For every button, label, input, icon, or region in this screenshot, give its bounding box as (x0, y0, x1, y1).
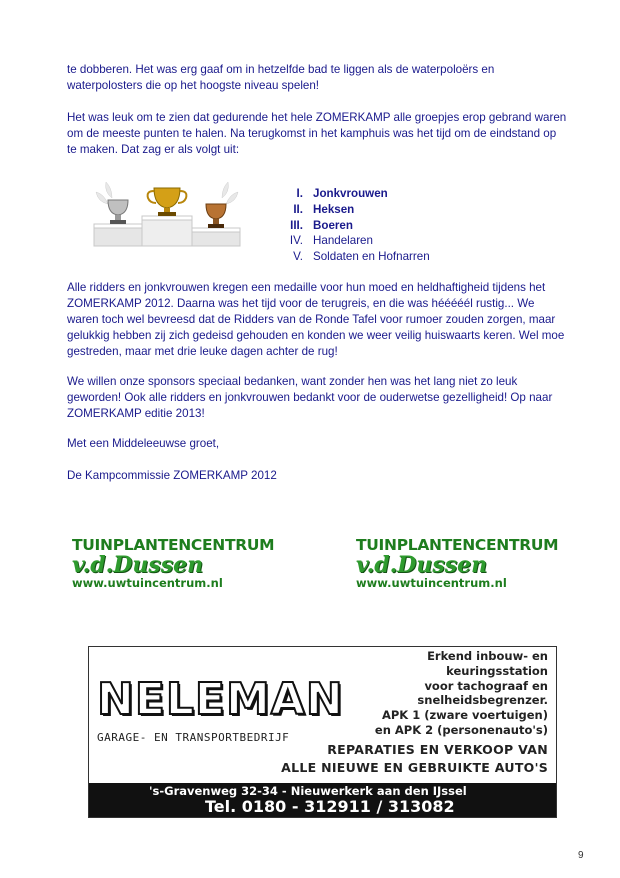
sponsors-paragraph: We willen onze sponsors speciaal bedanken, want zonder hen was het lang niet zo leuk geworden! Ook alle ridders en jonkvrouwen bedankt voor de ouderwetse gezelligheid! Op naar ZOMERKAMP editie 2013! (67, 375, 553, 420)
tuin-ad-name: v.d.Dussen (72, 552, 204, 578)
neleman-contact-bar (89, 783, 556, 817)
greeting-line: Met een Middeleeuwse groet, (67, 437, 220, 450)
neleman-services: Erkend inbouw- en keuringsstation voor tachograaf en snelheidsbegrenzer. APK 1 (zware voertuigen) en APK 2 (personenauto's) (374, 649, 548, 737)
intro-paragraph: te dobberen. Het was erg gaaf om in hetzelfde bad te liggen als de waterpoloërs en waterpolosters die op het hoogste niveau spelen! (67, 63, 495, 92)
tuin-ad-title: TUINPLANTENCENTRUM (356, 536, 559, 554)
gold-trophy-icon (148, 188, 187, 216)
neleman-phone: Tel. 0180 - 312911 / 313082 (205, 797, 455, 816)
trophy-podium-image (82, 178, 252, 248)
ranking-item: IV. Handelaren (289, 234, 373, 248)
ranking-item: II. Heksen (293, 202, 355, 216)
ranking-item: I. Jonkvrouwen (296, 187, 388, 200)
medaille-paragraph: Alle ridders en jonkvrouwen kregen een medaille voor hun moed en heldhaftigheid tijdens het ZOMERKAMP 2012. Daarna was het tijd voor de terugreis, en die was hééééél rustig... We waren toch wel bevreesd dat de Ridders van de Ronde Tafel voor rumoer zouden zorgen, maar gelukkig hebben zij zich gedeisd gehouden en konden we weer veilig huiswaarts keren. Wel moe gestreden, maar met drie leuke dagen achter de rug! (67, 281, 565, 358)
kamp-paragraph: Het was leuk om te zien dat gedurende het hele ZOMERKAMP alle groepjes erop gebrand waren om de meeste punten te halen. Na terugkomst in het kamphuis was het tijd om de eindstand op te maken. Dat zag er als volgt uit: (67, 111, 567, 156)
signature-line: De Kampcommissie ZOMERKAMP 2012 (67, 469, 277, 482)
neleman-subtitle: GARAGE- EN TRANSPORTBEDRIJF (97, 731, 290, 744)
tuin-ad-title: TUINPLANTENCENTRUM (72, 536, 275, 554)
tuin-ad-url: www.uwtuincentrum.nl (356, 576, 507, 590)
tuin-ad-url: www.uwtuincentrum.nl (72, 576, 223, 590)
ranking-list (281, 186, 430, 265)
page-number: 9 (578, 850, 584, 861)
neleman-repairs: REPARATIES EN VERKOOP VAN ALLE NIEUWE EN GEBRUIKTE AUTO'S (281, 742, 548, 775)
neleman-address: 's-Gravenweg 32-34 - Nieuwerkerk aan den IJssel (149, 784, 467, 798)
neleman-logo: NELEMAN (97, 674, 344, 725)
tuinplantencentrum-ad (72, 536, 275, 596)
neleman-ad (88, 646, 557, 818)
silver-trophy-icon (108, 200, 128, 224)
tuin-ad-name: v.d.Dussen (356, 552, 488, 578)
tuinplantencentrum-ad (356, 536, 559, 596)
ranking-item: V. Soldaten en Hofnarren (293, 250, 430, 264)
bronze-trophy-icon (206, 204, 226, 228)
ranking-item: III. Boeren (290, 218, 353, 232)
